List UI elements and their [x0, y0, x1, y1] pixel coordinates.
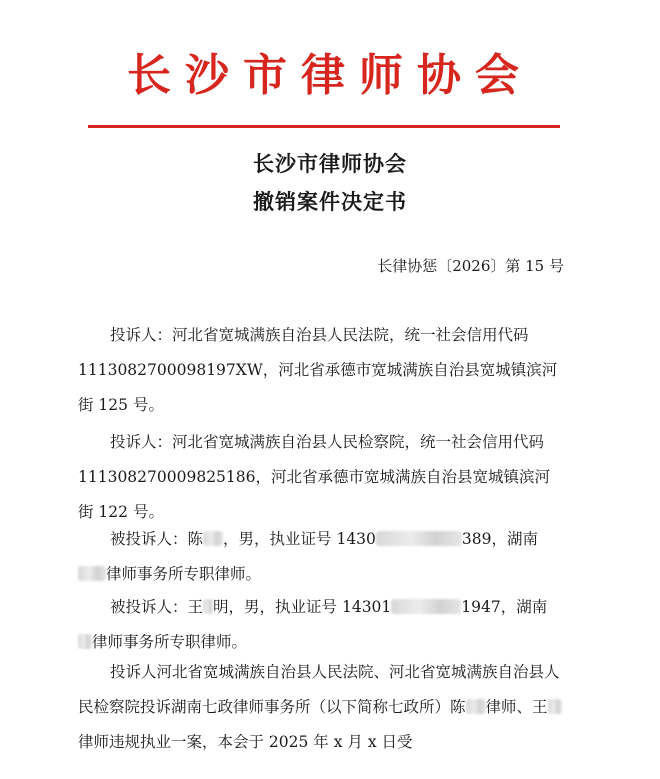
label: 被投诉人：: [110, 598, 188, 616]
document-title: 撤销案件决定书: [253, 189, 407, 214]
name: 明: [213, 598, 229, 616]
text: 投诉人河北省宽城满族自治县人民法院、河北省宽城满族自治县人民检察院投诉湖南七政律师事务所（以下简称七政所）陈: [78, 663, 560, 716]
text: ，男，执业证号 1430: [223, 530, 376, 548]
redaction-mark: [548, 699, 562, 714]
text: 1947，湖南: [461, 598, 548, 616]
text: 律师事务所专职律师。: [92, 633, 248, 651]
text: 河北省宽城满族自治县人民法院，统一社会信用代码 1113082700098197XW，河北省承德市宽城满族自治县宽城镇滨河街 125 号。: [78, 326, 558, 414]
document-number: 长律协惩〔2026〕第 15 号: [377, 257, 564, 275]
redaction-mark: [78, 634, 92, 649]
text: ，男，执业证号 14301: [228, 598, 392, 616]
text: 河北省宽城满族自治县人民检察院，统一社会信用代码 111308270009825186，河北省承德市宽城满族自治县宽城镇滨河街 122 号。: [78, 433, 551, 521]
text: 律师、王: [485, 698, 548, 716]
paragraph-complainant-2: [78, 425, 564, 530]
text: 389，湖南: [461, 530, 538, 548]
redaction-mark: [78, 566, 106, 581]
name: 陈: [187, 530, 204, 548]
text: 律师违规执业一案，本会于 2025 年 x 月 x 日受: [78, 733, 413, 751]
redaction-mark: [203, 531, 223, 546]
label: 投诉人：: [110, 433, 173, 451]
letterhead-title: 长沙市律师协会: [127, 50, 533, 101]
name: 王: [187, 598, 204, 616]
paragraph-complainant-1: [78, 318, 564, 423]
label: 投诉人：: [110, 326, 173, 344]
redaction-mark: [376, 531, 462, 546]
redaction-mark: [466, 699, 486, 714]
letterhead-divider: [88, 125, 560, 128]
paragraph-case-summary: [78, 655, 564, 760]
text: 律师事务所专职律师。: [106, 565, 262, 583]
redaction-mark: [391, 599, 461, 614]
document-issuer: 长沙市律师协会: [253, 151, 407, 176]
paragraph-respondent-1: [78, 522, 564, 592]
paragraph-respondent-2: [78, 590, 564, 660]
label: 被投诉人：: [110, 530, 188, 548]
redaction-mark: [203, 599, 213, 614]
